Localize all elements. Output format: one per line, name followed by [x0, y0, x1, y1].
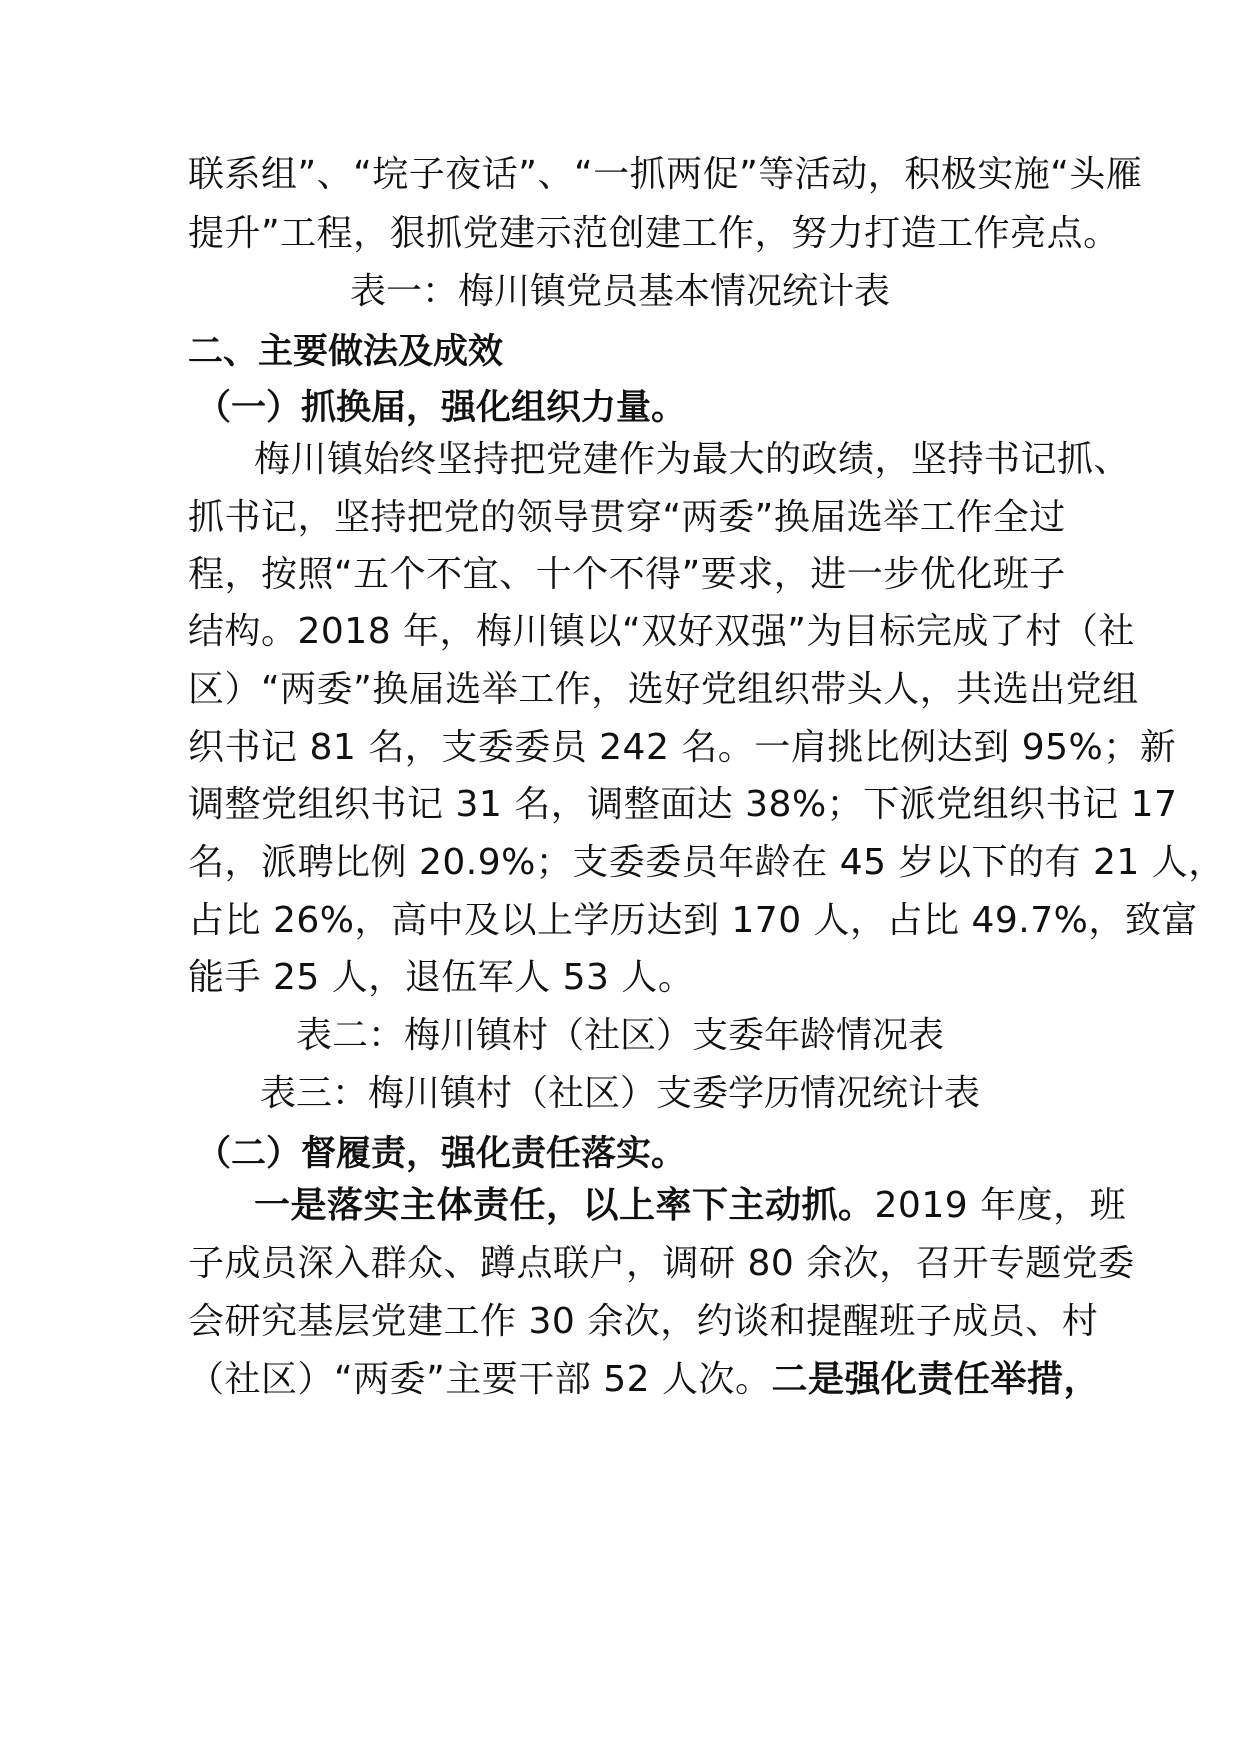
paragraph-line: 结构。2018 年，梅川镇以“双好双强”为目标完成了村（社: [188, 611, 1135, 652]
table-2-caption: 表二：梅川镇村（社区）支委年龄情况表: [295, 1015, 944, 1056]
paragraph-line: 程，按照“五个不宜、十个不得”要求，进一步优化班子: [188, 554, 1066, 595]
paragraph-line: 能手 25 人，退伍军人 53 人。: [188, 957, 695, 998]
intro-line-1: 联系组”、“垸子夜话”、“一抓两促”等活动，积极实施“头雁: [188, 154, 1143, 195]
paragraph-text: 2019 年度，班: [874, 1185, 1127, 1226]
emphasis-text: 一是落实主体责任，以上率下主动抓。: [254, 1185, 875, 1226]
paragraph-line: 名，派聘比例 20.9%；支委委员年龄在 45 岁以下的有 21 人，: [188, 842, 1225, 883]
subsection-1-title: （一）抓换届，强化组织力量。: [196, 388, 687, 428]
paragraph-line: 织书记 81 名，支委委员 242 名。一肩挑比例达到 95%；新: [188, 727, 1177, 768]
subsection-2-title: （二）督履责，强化责任落实。: [196, 1134, 687, 1174]
section-2-title: 二、主要做法及成效: [188, 332, 504, 372]
paragraph-line: 调整党组织书记 31 名，调整面达 38%；下派党组织书记 17: [188, 784, 1178, 825]
paragraph-text: （社区）“两委”主要干部 52 人次。: [188, 1359, 772, 1400]
emphasis-text: 二是强化责任举措，: [771, 1359, 1101, 1400]
paragraph-line: 会研究基层党建工作 30 余次，约谈和提醒班子成员、村: [188, 1301, 1099, 1342]
paragraph-line: 抓书记，坚持把党的领导贯穿“两委”换届选举工作全过: [188, 497, 1066, 538]
paragraph-line: 占比 26%，高中及以上学历达到 170 人，占比 49.7%，致富: [188, 900, 1198, 941]
intro-line-2: 提升”工程，狠抓党建示范创建工作，努力打造工作亮点。: [188, 213, 1120, 254]
paragraph-line: 区）“两委”换届选举工作，选好党组织带头人，共选出党组: [188, 669, 1139, 710]
paragraph-line: [188, 1356, 1101, 1404]
table-3-caption: 表三：梅川镇村（社区）支委学历情况统计表: [259, 1073, 980, 1114]
table-1-caption: 表一：梅川镇党员基本情况统计表: [349, 271, 890, 312]
paragraph-line: 子成员深入群众、蹲点联户，调研 80 余次，召开专题党委: [188, 1243, 1135, 1284]
paragraph-line: 梅川镇始终坚持把党建作为最大的政绩，坚持书记抓、: [254, 439, 1131, 480]
paragraph-line: [254, 1182, 1154, 1230]
